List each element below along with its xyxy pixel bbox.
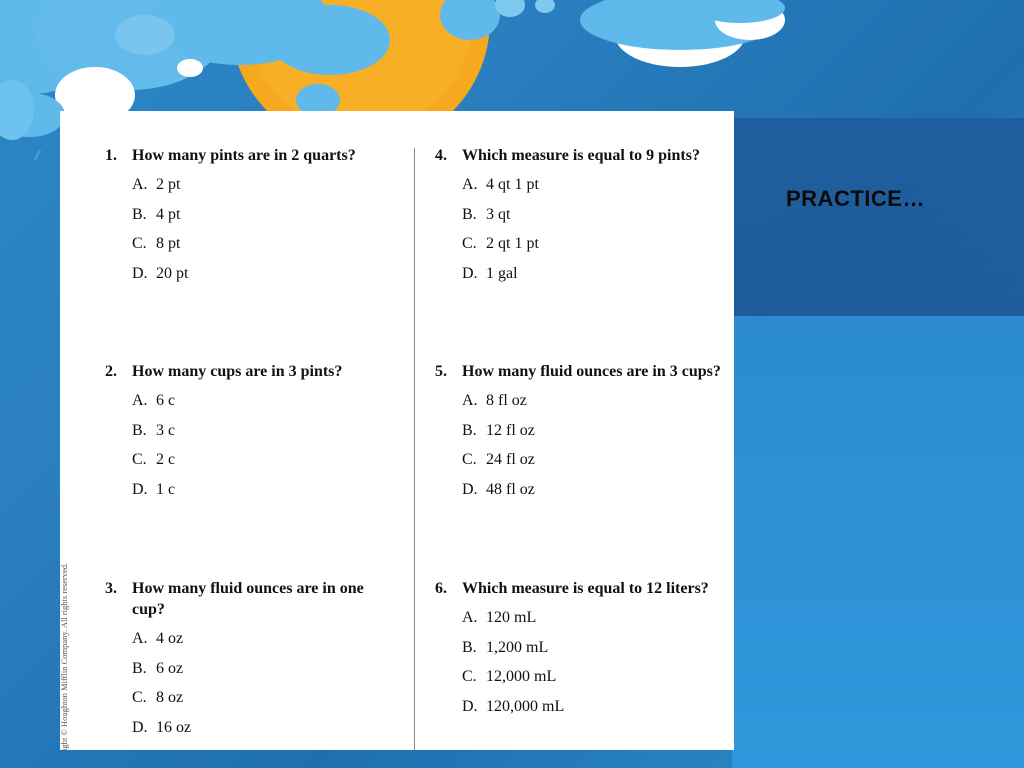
- answer-option: B. 1,200 mL: [462, 638, 549, 656]
- question-text: How many fluid ounces are in one cup?: [132, 580, 364, 618]
- answer-option: B. 3 c: [132, 421, 176, 439]
- answer-options: [132, 629, 395, 747]
- question-4: [435, 145, 735, 293]
- answer-option: C. 12,000 mL: [462, 668, 557, 685]
- answer-options: [132, 175, 405, 293]
- answer-option: B. 12 fl oz: [462, 421, 535, 439]
- question-number: 1.: [105, 147, 117, 164]
- answer-option: B. 3 qt: [462, 205, 511, 223]
- answer-options: [462, 391, 734, 509]
- question-6: [435, 578, 734, 726]
- answer-option: C. 8 oz: [132, 689, 184, 706]
- answer-option: B. 4 pt: [132, 205, 181, 223]
- question-number: 4.: [435, 147, 447, 164]
- cloud-icon-right: [440, 0, 785, 67]
- question-2: [105, 361, 405, 509]
- answer-option: D. 20 pt: [132, 264, 189, 282]
- answer-options: [132, 391, 405, 509]
- answer-option: D. 16 oz: [132, 718, 192, 736]
- worksheet-image: [60, 111, 734, 750]
- answer-options: [462, 608, 734, 726]
- answer-option: D. 48 fl oz: [462, 480, 535, 498]
- question-text: Which measure is equal to 12 liters?: [462, 580, 709, 597]
- answer-option: D. 1 c: [132, 480, 176, 498]
- question-5: [435, 361, 734, 509]
- question-text: Which measure is equal to 9 pints?: [462, 147, 700, 164]
- answer-option: D. 1 gal: [462, 264, 518, 282]
- question-number: 6.: [435, 580, 447, 597]
- background-panel: [732, 316, 1024, 768]
- question-text: How many fluid ounces are in 3 cups?: [462, 363, 721, 380]
- column-divider: [414, 148, 415, 750]
- question-text: How many pints are in 2 quarts?: [132, 147, 356, 164]
- answer-option: C. 2 c: [132, 451, 176, 468]
- answer-option: B. 6 oz: [132, 659, 184, 677]
- slide-title: PRACTICE…: [786, 186, 925, 211]
- question-number: 5.: [435, 363, 447, 380]
- answer-option: A. 8 fl oz: [462, 392, 527, 409]
- answer-option: A. 4 oz: [132, 630, 184, 647]
- answer-option: D. 120,000 mL: [462, 697, 565, 715]
- question-3: [105, 578, 395, 747]
- answer-option: A. 4 qt 1 pt: [462, 176, 539, 193]
- question-number: 3.: [105, 580, 117, 597]
- answer-option: A. 2 pt: [132, 176, 181, 193]
- answer-option: C. 2 qt 1 pt: [462, 235, 539, 252]
- answer-option: A. 120 mL: [462, 609, 537, 626]
- copyright-notice: ight © Houghton Mifflin Company. All rights reserved.: [59, 562, 69, 751]
- answer-option: A. 6 c: [132, 392, 176, 409]
- answer-options: [462, 175, 735, 293]
- answer-option: C. 24 fl oz: [462, 451, 535, 468]
- question-1: [105, 145, 405, 293]
- question-text: How many cups are in 3 pints?: [132, 363, 343, 380]
- question-number: 2.: [105, 363, 117, 380]
- answer-option: C. 8 pt: [132, 235, 181, 252]
